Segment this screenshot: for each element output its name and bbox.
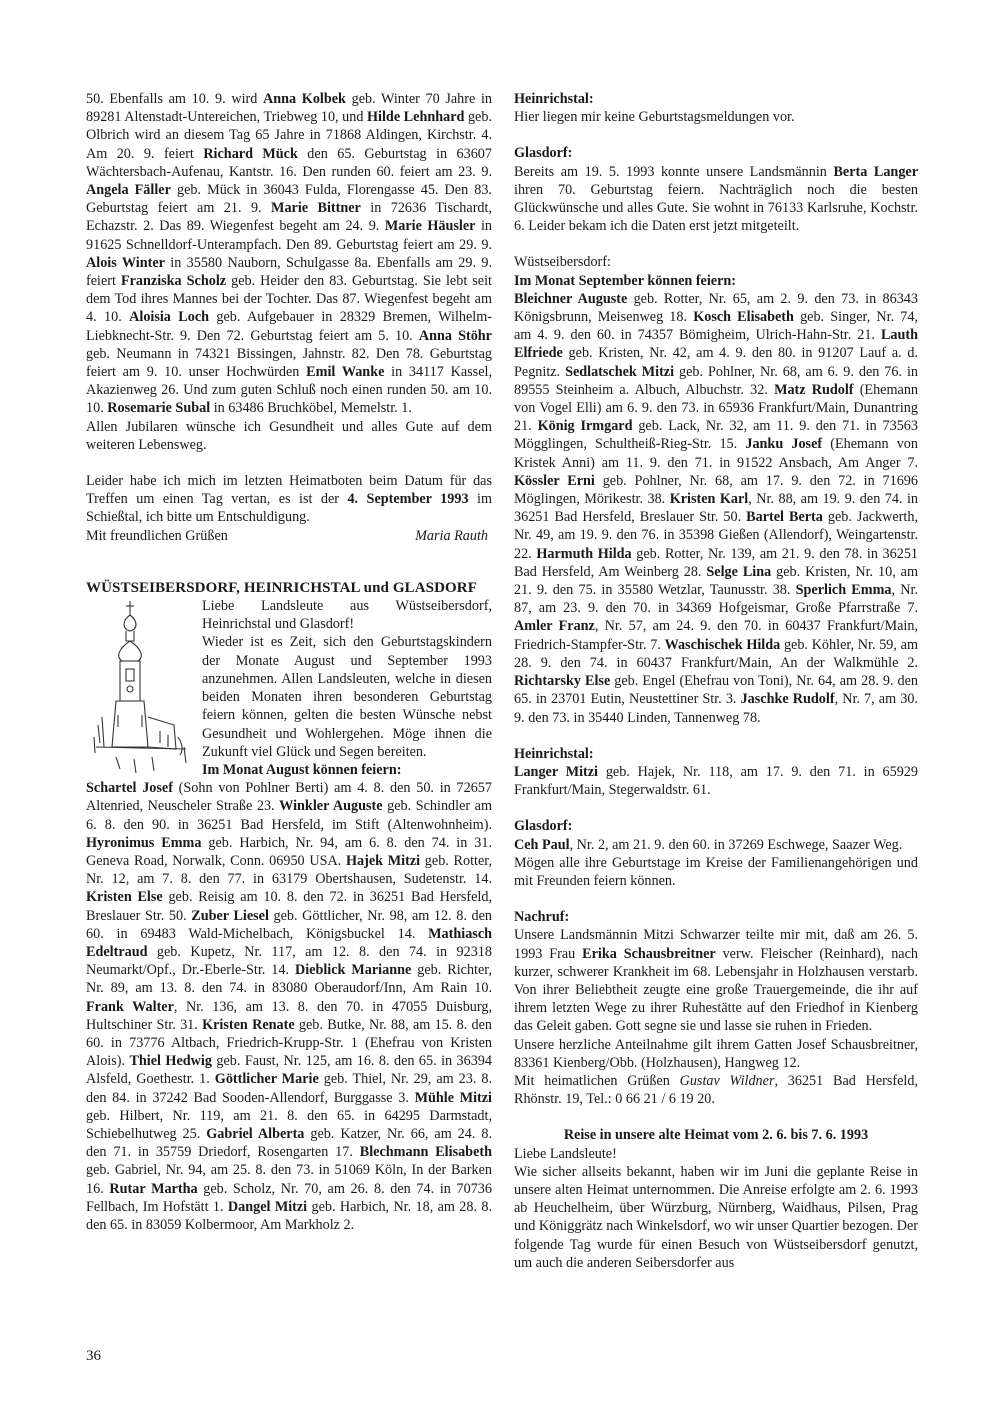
birthday-list-continued-name: Hilde Lehnhard <box>367 109 465 126</box>
trip-title: Reise in unsere alte Heimat vom 2. 6. bis 7. 6. 1993 <box>563 1127 869 1144</box>
birthday-list-continued-text: in 72636 Tischardt, Echazstr. 2. Das 89. Wiegenfest begeht am 24. 9. <box>86 200 493 235</box>
september-birthdays-name: Sedlatschek Mitzi <box>565 363 675 380</box>
birthday-list-continued-name: Aloisia Loch <box>129 309 210 326</box>
birthday-list-continued-name: Alois Winter <box>86 254 165 271</box>
august-birthdays-name: Gabriel Alberta <box>206 1125 305 1142</box>
september-birthdays-name: Richtarsky Else <box>514 673 611 690</box>
september-heading: Im Monat September können feiern: <box>514 272 736 289</box>
august-birthdays-text: geb. Katzer, Nr. 66, am 24. 8. den 71. in 35759 Driedorf, Rosengarten 17. <box>86 1125 492 1161</box>
september-birthdays-name: Janku Josef <box>745 436 823 453</box>
apology-paragraph-text: im Schießtal, ich bitte um Entschuldigung. <box>86 491 492 526</box>
august-birthdays-text: (Sohn von Pohlner Berti) am 4. 8. den 50. in 72657 Altenried, Neuscheler Straße 23. <box>86 780 492 815</box>
august-heading: Im Monat August können feiern: <box>202 761 402 778</box>
september-birthdays-name: Harmuth Hilda <box>536 545 632 562</box>
birthday-list-continued-name: Anna Kolbek <box>263 91 346 107</box>
september-birthdays-text: (Ehemann von Kristek Anni) am 11. 9. den 71. in 91522 Ansbach, Am Anger 7. <box>514 436 918 471</box>
august-birthdays-text: geb. Scholz, Nr. 70, am 26. 8. den 74. in 70736 Fellbach, Im Hofstätt 1. <box>86 1180 492 1215</box>
obituary-text-text: verw. Fleischer (Reinhard), nach kurzer, schwerer Krankheit im 68. Lebensjahr in Holzhausen verstarb. Von ihrer Beliebtheit zeugte eine große Trauergemeinde, die ihr auf ihrem letzten Wege zu ihrer Ruhestätte auf den Friedhof in Kienberg das Geleit gaben. Gott segne sie und lasse sie ruhen in Frieden. <box>514 945 918 1035</box>
august-birthdays-name: Kristen Else <box>86 889 163 906</box>
september-birthdays-text: geb. Pohlner, Nr. 68, am 17. 9. den 72. in 71696 Möglingen, Mörikestr. 38. <box>514 472 918 508</box>
august-birthdays-text: geb. Harbich, Nr. 18, am 28. 8. den 65. in 83059 Kolbermoor, Am Markholz 2. <box>86 1198 493 1233</box>
birthday-list-continued-name: Marie Häusler <box>384 218 476 235</box>
september-birthdays-text: geb. Jackwerth, Nr. 49, am 19. 9. den 76. in 35398 Gießen (Allendorf), Weingartenstr. 22. <box>514 509 918 562</box>
wishes-paragraph-right: Mögen alle ihre Geburtstage im Kreise der Familienangehörigen und mit Freunden feiern können. <box>514 854 918 889</box>
church-tower-illustration <box>86 597 196 777</box>
september-birthdays-name: Sperlich Emma <box>795 582 892 599</box>
birthday-list-continued-name: Emil Wanke <box>306 364 385 381</box>
september-birthdays-text: (Ehemann von Vogel Elli) am 6. 9. den 73. in 65936 Frankfurt/Main, Dunantring 21. <box>514 381 919 435</box>
september-birthdays-name: Lauth Elfriede <box>514 327 918 362</box>
birthday-list-continued-name: Richard Mück <box>203 145 298 162</box>
glasdorf-belated-name: Berta Langer <box>833 163 919 180</box>
heinrichstal-birthday-name: Langer Mitzi <box>514 763 598 780</box>
august-birthdays-name: Göttlicher Marie <box>214 1071 319 1088</box>
september-birthdays-text: geb. Pohlner, Nr. 68, am 6. 9. den 76. in 89555 Steinheim a. Albuch, Albuchstr. 32. <box>514 363 919 398</box>
obituary-text-text: Unsere Landsmännin Mitzi Schwarzer teilte mir mit, daß am 26. 5. 1993 Frau <box>514 927 918 962</box>
september-birthdays-text: geb. Engel (Ehefrau von Toni), Nr. 64, am 28. 9. den 65. in 23701 Eutin, Neustettiner Str. 3. <box>514 673 918 708</box>
condolence-text: Unsere herzliche Anteilnahme gilt ihrem Gatten Josef Schausbreitner, 83361 Kienberg/Obb. (Holzhausen), Hangweg 12. <box>514 1036 918 1071</box>
september-birthdays-name: Waschischek Hilda <box>664 636 781 653</box>
august-birthdays-name: Thiel Hedwig <box>129 1053 212 1070</box>
trip-text: Wie sicher allseits bekannt, haben wir im Juni die geplante Reise in unsere alten Heimat unternommen. Die Anreise erfolgte am 2. 6. 1993 ab Heuchelheim, über Würzburg, Nürnberg, Waidhaus, Pilsen, Prag und Königgrätz nach Winkelsdorf, wo wir unser Quartier bezogen. Der folgende Tag wurde für einen Besuch von Wüstseibersdorf genutzt, um auch die anderen Seibersdorfer aus <box>514 1163 918 1271</box>
glasdorf-birthday-name: Ceh Paul <box>514 836 570 853</box>
august-birthdays-name: Hajek Mitzi <box>346 852 421 869</box>
august-birthdays-text: geb. Rotter, Nr. 12, am 7. 8. den 77. in 63179 Obertshausen, Sudetenstr. 14. <box>86 852 492 888</box>
august-birthdays-name: Winkler Auguste <box>279 798 383 815</box>
intro-paragraph: Wieder ist es Zeit, sich den Geburtstagskindern der Monate August und September 1993 anzunehmen. Allen Landsleuten, welche in diesen beiden Monaten ihren besonderen Geburtstag feiern können, gelten die besten Wünsche nebst Gesundheit und Wohlergehen. Möge ihnen die Zukunft viel Glück und Segen bereiten. <box>202 634 492 760</box>
september-birthdays-text: geb. Rotter, Nr. 65, am 2. 9. den 73. in 86343 Königsbrunn, Meisenweg 18. <box>514 290 918 326</box>
heinrichstal-heading: Heinrichstal: <box>514 91 594 107</box>
september-birthdays-name: Kössler Erni <box>514 472 595 489</box>
august-birthdays-name: Dieblick Marianne <box>294 962 412 979</box>
september-birthdays-name: Amler Franz <box>514 618 595 635</box>
glasdorf-heading-2: Glasdorf: <box>514 818 573 835</box>
apology-paragraph-name: 4. September 1993 <box>347 491 469 508</box>
september-birthdays-name: Selge Lina <box>706 563 772 580</box>
glasdorf-birthday <box>514 836 918 854</box>
birthday-list-continued-name: Rosemarie Subal <box>107 400 211 417</box>
september-birthdays-name: Bartel Berta <box>746 509 823 526</box>
birthday-list-continued-name: Anna Stöhr <box>418 327 492 344</box>
september-birthdays-text: geb. Köhler, Nr. 59, am 28. 9. den 74. in 60437 Frankfurt/Main, An der Walkmühle 2. <box>514 636 918 671</box>
birthday-list-continued-text: geb. Winter 70 Jahre in 89281 Altenstadt-Untereichen, Triebweg 10, und <box>86 91 492 126</box>
wishes-paragraph: Allen Jubilaren wünsche ich Gesundheit und alles Gute auf dem weiteren Lebensweg. <box>86 418 492 453</box>
trip-salutation: Liebe Landsleute! <box>514 1145 617 1162</box>
august-birthdays-text: geb. Thiel, Nr. 29, am 23. 8. den 84. in 37242 Bad Sooden-Allendorf, Burggasse 3. <box>86 1071 492 1106</box>
birthday-list-continued-text: geb. Neumann in 74321 Bissingen, Jahnstr. 82. Den 78. Geburtstag feiert am 9. 10. unser Hochwürden <box>86 345 492 381</box>
august-birthdays-text: geb. Gabriel, Nr. 94, am 25. 8. den 73. in 51069 Köln, In der Barken 16. <box>86 1162 492 1197</box>
wuestseibersdorf-heading: Wüstseibersdorf: <box>514 254 611 271</box>
august-birthdays-name: Hyronimus Emma <box>86 834 202 851</box>
september-birthdays-text: geb. Singer, Nr. 74, am 4. 9. den 60. in 74357 Bömigheim, Ulrich-Hahn-Str. 21. <box>514 309 918 344</box>
september-birthdays-text: , Nr. 57, am 24. 9. den 70. in 60437 Frankfurt/Main, Friedrich-Stampfer-Str. 7. <box>514 618 918 653</box>
september-birthdays-name: Matz Rudolf <box>774 381 854 398</box>
glasdorf-birthday-text: , Nr. 2, am 21. 9. den 60. in 37269 Eschwege, Saazer Weg. <box>569 836 903 853</box>
august-birthdays-name: Frank Walter <box>86 998 174 1015</box>
september-birthdays-text: , Nr. 87, am 23. 9. den 70. in 34369 Hofgeismar, Große Pfarrstraße 7. <box>514 582 919 617</box>
heinrichstal-heading-2: Heinrichstal: <box>514 745 594 762</box>
closing-text: Mit freundlichen Grüßen <box>86 527 228 544</box>
august-birthdays-text: geb. Kupetz, Nr. 117, am 12. 8. den 74. in 92318 Neumarkt/Opf., Dr.-Eberle-Str. 14. <box>86 943 492 979</box>
september-birthdays-text: geb. Kristen, Nr. 10, am 21. 9. den 75. in 35580 Wetzlar, Taunusstr. 38. <box>514 563 918 599</box>
birthday-list-continued-text: geb. Heider den 83. Geburtstag. Sie lebt seit dem Tod ihres Mannes bei der Tochter. Das 87. Wiegenfest begeht am 4. 10. <box>86 273 492 326</box>
birthday-list-continued-text: in 91625 Schnelldorf-Unterampfach. Den 89. Geburtstag feiert am 29. 9. <box>86 218 492 253</box>
author-greeting <box>514 1072 918 1108</box>
august-birthdays-name: Schartel Josef <box>86 780 173 797</box>
birthday-list-continued-text: 50. Ebenfalls am 10. 9. wird <box>86 91 263 107</box>
august-birthdays-text: geb. Reisig am 10. 8. den 72. in 36251 Bad Hersfeld, Breslauer Str. 50. <box>86 889 493 924</box>
september-birthdays-text: geb. Rotter, Nr. 139, am 21. 9. den 78. in 36251 Bad Hersfeld, Am Weinberg 28. <box>514 545 919 580</box>
page-number: 36 <box>86 1348 101 1364</box>
greeting-text: Liebe Landsleute aus Wüstseibersdorf, Heinrichstal und Glasdorf! <box>202 598 492 633</box>
apology-paragraph <box>86 472 492 527</box>
september-birthdays-text: geb. Lack, Nr. 32, am 11. 9. den 71. in 73563 Mögglingen, Schultheiß-Rieg-Str. 15. <box>514 418 918 453</box>
author-greeting-text: Mit heimatlichen Grüßen <box>514 1072 680 1089</box>
august-birthdays-text: geb. Schindler am 6. 8. den 90. in 36251 Bad Hersfeld, im Stift (Altenwohnheim). <box>86 798 492 833</box>
august-birthdays-text: geb. Butke, Nr. 88, am 15. 8. den 60. in 73776 Altbach, Friedrich-Krupp-Str. 1 (Ehefrau von Kristen Alois). <box>86 1016 492 1070</box>
august-birthdays-name: Mathiasch Edeltraud <box>86 925 492 960</box>
author-greeting-italic: Gustav Wildner <box>679 1072 775 1089</box>
obituary-heading: Nachruf: <box>514 909 570 926</box>
august-birthdays-text: geb. Harbich, Nr. 94, am 6. 8. den 74. in 31. Geneva Road, Norwalk, Conn. 06950 USA. <box>86 834 492 869</box>
august-birthdays-name: Rutar Martha <box>109 1180 198 1197</box>
birthday-list-continued-text: in 35580 Nauborn, Schulgasse 8a. Ebenfalls am 29. 9. feiert <box>86 254 492 290</box>
glasdorf-belated-text: ihren 70. Geburtstag feiern. Nachträglich noch die besten Glückwünsche und alles Gute. Sie wohnt in 76133 Karlsruhe, Kochstr. 6. Leider bekam ich die Daten erst jetzt mitgeteilt. <box>514 181 918 235</box>
august-birthdays <box>86 779 492 1234</box>
birthday-list-continued-text: den 65. Geburtstag in 63607 Wächtersbach-Aufenau, Kantstr. 16. Den runden 60. feiert am 23. 9. <box>86 145 492 180</box>
september-birthdays-name: Kristen Karl <box>669 491 749 508</box>
closing-line <box>86 527 492 545</box>
birthday-list-continued-text: in 63486 Bruchköbel, Memelstr. 1. <box>210 400 412 417</box>
section-title: WÜSTSEIBERSDORF, HEINRICHSTAL und GLASDORF <box>86 579 477 596</box>
august-birthdays-name: Zuber Liesel <box>191 907 269 924</box>
birthday-list-continued-text: geb. Aufgebauer in 28329 Bremen, Wilhelm-Liebknecht-Str. 9. Den 72. Geburtstag feiert am 5. 10. <box>86 309 492 344</box>
glasdorf-belated-text: Bereits am 19. 5. 1993 konnte unsere Landsmännin <box>514 163 834 180</box>
birthday-list-continued-text: in 34117 Kassel, Akazienweg 26. Und zum guten Schluß noch einen runden 50. am 10. 10. <box>86 364 492 417</box>
august-birthdays-text: geb. Göttlicher, Nr. 98, am 12. 8. den 60. in 69483 Wald-Michelbach, Königsbuckel 14. <box>86 907 492 942</box>
september-birthdays-name: Kosch Elisabeth <box>693 309 794 326</box>
august-birthdays-name: Kristen Renate <box>202 1016 295 1033</box>
september-birthdays <box>514 290 918 727</box>
glasdorf-heading: Glasdorf: <box>514 145 573 162</box>
august-birthdays-name: Blechmann Elisabeth <box>359 1144 492 1161</box>
birthday-list-continued-name: Franziska Scholz <box>120 273 227 290</box>
august-birthdays-text: geb. Hilbert, Nr. 119, am 21. 8. den 65. in 64295 Darmstadt, Schiebelhutweg 25. <box>86 1107 492 1142</box>
apology-paragraph-text: Leider habe ich mich im letzten Heimatboten beim Datum für das Treffen um einen Tag vertan, es ist der <box>86 473 492 508</box>
heinrichstal-birthday-text: geb. Hajek, Nr. 118, am 17. 9. den 71. in 65929 Frankfurt/Main, Stegerwaldstr. 61. <box>514 763 918 799</box>
left-column <box>86 90 492 1234</box>
september-birthdays-text: , Nr. 88, am 19. 9. den 74. in 36251 Bad Hersfeld, Breslauer Str. 50. <box>514 491 919 526</box>
august-birthdays-name: Mühle Mitzi <box>414 1089 492 1106</box>
september-birthdays-name: Jaschke Rudolf <box>740 691 835 708</box>
birthday-list-continued-text: geb. Olbrich wird an diesem Tag 65 Jahre in 71868 Aldingen, Kirchstr. 4. Am 20. 9. feiert <box>86 109 492 162</box>
september-birthdays-text: geb. Kristen, Nr. 42, am 4. 9. den 80. in 91207 Lauf a. d. Pegnitz. <box>514 345 918 380</box>
author-greeting-text: , 36251 Bad Hersfeld, Rhönstr. 19, Tel.: 0 66 21 / 6 19 20. <box>514 1072 918 1108</box>
glasdorf-belated <box>514 163 918 236</box>
september-birthdays-name: Bleichner Auguste <box>514 290 628 307</box>
obituary-text-name: Erika Schausbreitner <box>582 945 716 962</box>
birthday-list-continued-name: Angela Fäller <box>86 182 171 199</box>
august-birthdays-text: geb. Richter, Nr. 89, am 13. 8. den 74. in 83080 Oberaudorf/Inn, Am Rain 10. <box>86 962 492 997</box>
obituary-text <box>514 926 918 1035</box>
signature: Maria Rauth <box>415 527 488 544</box>
right-column <box>514 90 918 1272</box>
august-birthdays-name: Dangel Mitzi <box>227 1198 308 1215</box>
heinrichstal-note: Hier liegen mir keine Geburtstagsmeldungen vor. <box>514 109 795 126</box>
august-birthdays-text: , Nr. 136, am 13. 8. den 70. in 47055 Duisburg, Hultschiner Str. 31. <box>86 998 492 1033</box>
heinrichstal-birthday <box>514 763 918 799</box>
september-birthdays-name: König Irmgard <box>537 418 633 435</box>
august-birthdays-text: geb. Faust, Nr. 125, am 16. 8. den 65. in 36394 Alsfeld, Goethestr. 1. <box>86 1053 492 1088</box>
birthday-list-continued <box>86 90 492 418</box>
birthday-list-continued-text: geb. Mück in 36043 Fulda, Florengasse 45. Den 83. Geburtstag feiert am 21. 9. <box>86 182 492 217</box>
september-birthdays-text: , Nr. 7, am 30. 9. den 73. in 35440 Linden, Tannenweg 78. <box>514 691 918 726</box>
birthday-list-continued-name: Marie Bittner <box>271 200 361 217</box>
